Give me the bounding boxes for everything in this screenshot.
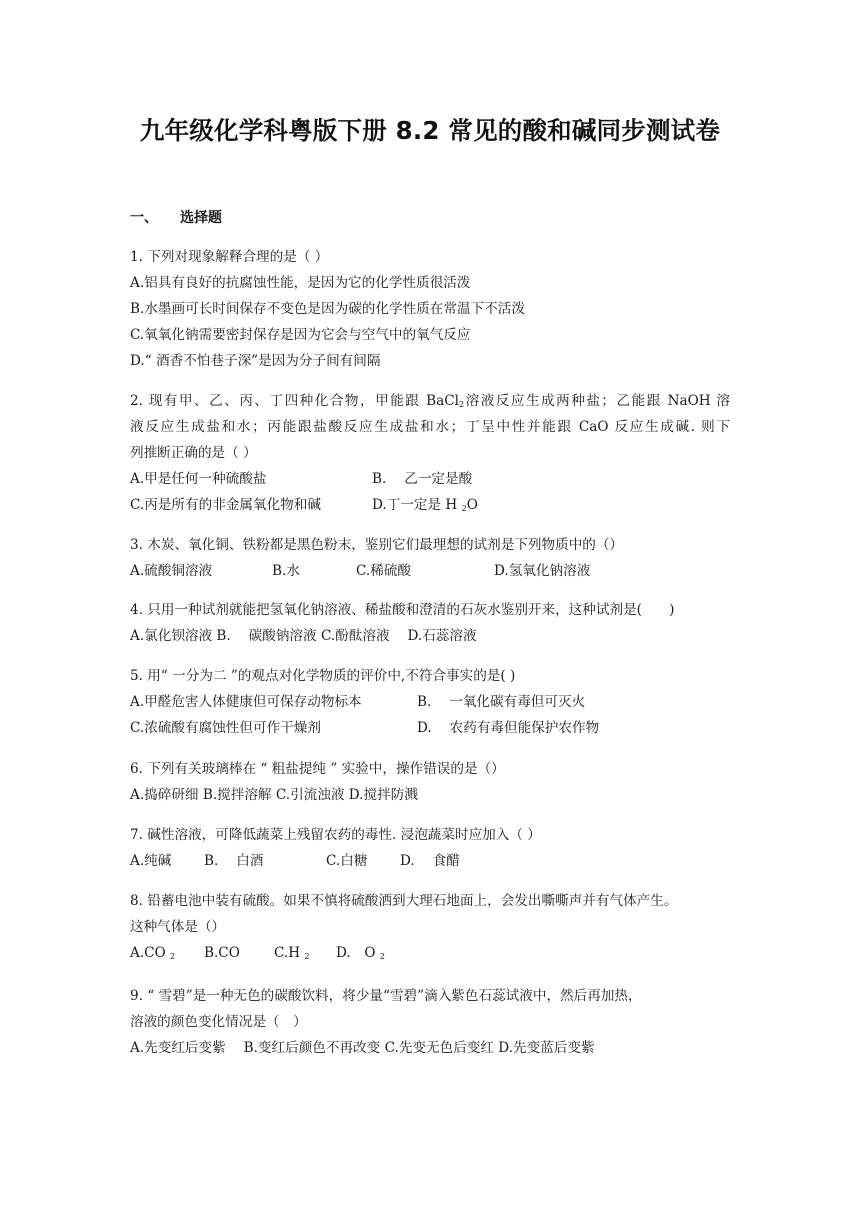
question-1 bbox=[130, 244, 730, 374]
options-row-1 bbox=[130, 689, 730, 715]
question-stem: 5. 用“ 一分为二 ”的观点对化学物质的评价中,不符合事实的是( ) bbox=[130, 668, 516, 684]
option-c: C.浓硫酸有腐蚀性但可作干燥剂 bbox=[130, 720, 321, 736]
option-a: A.纯碱 bbox=[130, 853, 172, 869]
option-a: A.铝具有良好的抗腐蚀性能，是因为它的化学性质很活泼 bbox=[130, 275, 471, 291]
option-b: B. 乙一定是酸 bbox=[372, 471, 473, 487]
question-5 bbox=[130, 663, 730, 741]
question-stem-line-2: 液反应生成盐和水；丙能跟盐酸反应生成盐和水；丁呈中性并能跟 CaO 反应生成碱. 则下 bbox=[130, 419, 730, 435]
option-c: C.丙是所有的非金属氧化物和碱 bbox=[130, 497, 321, 513]
question-9 bbox=[130, 983, 730, 1061]
question-stem: 1. 下列对现象解释合理的是（ ） bbox=[130, 249, 329, 265]
options-row-2 bbox=[130, 715, 730, 741]
question-stem-line-1: 8. 铅蓄电池中装有硫酸。如果不慎将硫酸洒到大理石地面上，会发出嘶嘶声并有气体产生。 bbox=[130, 893, 678, 909]
options-row bbox=[130, 848, 730, 874]
question-stem: 6. 下列有关玻璃棒在 “ 粗盐提纯 ” 实验中，操作错误的是（） bbox=[130, 761, 505, 777]
question-8 bbox=[130, 888, 730, 966]
question-stem: 3. 木炭、氧化铜、铁粉都是黑色粉末，鉴别它们最理想的试剂是下列物质中的（） bbox=[130, 537, 624, 553]
options-row-1 bbox=[130, 466, 730, 492]
section-number: 一、 bbox=[130, 210, 158, 226]
page-title: 九年级化学科粤版下册 8.2 常见的酸和碱同步测试卷 bbox=[139, 116, 721, 145]
option-d: D.氢氧化钠溶液 bbox=[494, 563, 591, 579]
option-b: B.水 bbox=[272, 563, 300, 579]
option-c: C.稀硫酸 bbox=[356, 563, 412, 579]
option-c: C.氧氧化钠需要密封保存是因为它会与空气中的氧气反应 bbox=[130, 327, 471, 343]
option-d: D.丁一定是 H $_2$O bbox=[372, 497, 478, 513]
question-stem-line-2: 这种气体是（） bbox=[130, 919, 226, 935]
option-d: D. 食醋 bbox=[400, 853, 460, 869]
option-a: A.甲醛危害人体健康但可保存动物标本 bbox=[130, 694, 362, 710]
section-heading bbox=[130, 207, 222, 227]
options-row bbox=[130, 558, 730, 584]
option-c: C.白糖 bbox=[326, 853, 368, 869]
question-4 bbox=[130, 597, 730, 649]
question-3 bbox=[130, 532, 730, 584]
option-a: A.甲是任何一种硫酸盐 bbox=[130, 471, 267, 487]
options-row: A.捣碎研细 B.搅拌溶解 C.引流浊液 D.搅拌防溅 bbox=[130, 787, 418, 803]
option-a: A.硫酸铜溶液 bbox=[130, 563, 213, 579]
question-stem-line-1: 9. “ 雪碧”是一种无色的碳酸饮料，将少量“雪碧”滴入紫色石蕊试液中，然后再加热， bbox=[130, 988, 642, 1004]
options-row-2 bbox=[130, 492, 730, 518]
question-stem-line-1: 2. 现有甲、乙、丙、丁四种化合物，甲能跟 BaCl$_2$溶液反应生成两种盐；乙能跟 NaOH 溶 bbox=[130, 393, 730, 409]
question-7 bbox=[130, 822, 730, 874]
options-row: A.氯化钡溶液 B. 碳酸钠溶液 C.酚酞溶液 D.石蕊溶液 bbox=[130, 628, 477, 644]
options-row: A.先变红后变紫 B.变红后颜色不再改变 C.先变无色后变红 D.先变蓝后变紫 bbox=[130, 1040, 595, 1056]
question-stem: 4. 只用一种试剂就能把氢氧化钠溶液、稀盐酸和澄清的石灰水鉴别开来，这种试剂是( ) bbox=[130, 602, 675, 618]
option-b: B. 一氧化碳有毒但可灭火 bbox=[417, 694, 586, 710]
question-stem-line-3: 列推断正确的是（ ） bbox=[130, 445, 257, 461]
option-d: D. 农药有毒但能保护农作物 bbox=[417, 720, 600, 736]
question-6 bbox=[130, 756, 730, 808]
option-b: B.水墨画可长时间保存不变色是因为碳的化学性质在常温下不活泼 bbox=[130, 301, 525, 317]
question-2 bbox=[130, 388, 730, 518]
question-stem-line-2: 溶液的颜色变化情况是（ ） bbox=[130, 1014, 307, 1030]
option-c: C.H $_2$ bbox=[274, 945, 310, 961]
question-stem: 7. 碱性溶液，可降低蔬菜上残留农药的毒性. 浸泡蔬菜时应加入（ ） bbox=[130, 827, 541, 843]
option-d: D.“ 酒香不怕巷子深”是因为分子间有间隔 bbox=[130, 353, 381, 369]
section-label: 选择题 bbox=[180, 210, 222, 226]
option-a: A.CO $_2$ bbox=[130, 945, 176, 961]
option-b: B. 白酒 bbox=[204, 853, 264, 869]
option-b: B.CO bbox=[204, 945, 240, 961]
option-d: D. O $_2$ bbox=[336, 945, 385, 961]
options-row bbox=[130, 940, 730, 966]
